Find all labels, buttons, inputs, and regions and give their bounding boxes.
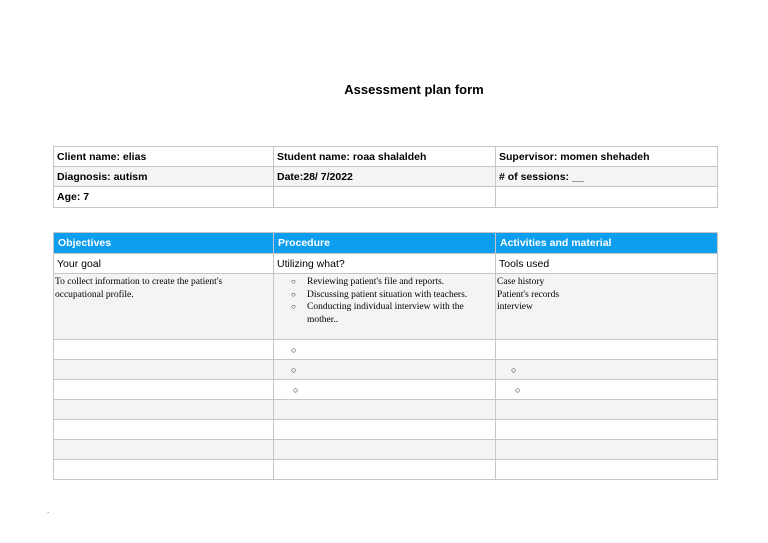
empty-cell (496, 187, 718, 208)
material-item: Case history (497, 277, 545, 287)
supervisor-cell: Supervisor: momen shehadeh (496, 147, 718, 167)
sessions-cell: # of sessions: __ (496, 167, 718, 187)
assessment-plan-table (53, 232, 718, 480)
empty-cell (54, 440, 274, 460)
bullet-cell (496, 380, 718, 400)
procedure-list-cell (274, 274, 496, 340)
empty-cell (54, 420, 274, 440)
footer-mark: . (47, 506, 50, 515)
diagnosis-cell: Diagnosis: autism (54, 167, 274, 187)
your-goal-label: Your goal (54, 254, 274, 274)
empty-cell (274, 440, 496, 460)
objective-text: To collect information to create the patient's occupational profile. (54, 274, 274, 340)
procedure-item: ○ Reviewing patient's file and reports. (307, 276, 494, 289)
bullet-icon: ○ (293, 384, 299, 395)
bullet-icon: ○ (291, 364, 297, 375)
bullet-icon: ○ (291, 344, 297, 355)
age-cell: Age: 7 (54, 187, 274, 208)
objectives-header: Objectives (54, 233, 274, 254)
empty-cell (496, 460, 718, 480)
activities-header: Activities and material (496, 233, 718, 254)
empty-cell (274, 400, 496, 420)
empty-cell (54, 400, 274, 420)
student-name-cell: Student name: roaa shalaldeh (274, 147, 496, 167)
date-cell: Date:28/ 7/2022 (274, 167, 496, 187)
empty-cell (54, 340, 274, 360)
material-item: interview (497, 302, 533, 312)
bullet-cell (274, 380, 496, 400)
empty-cell (274, 420, 496, 440)
procedure-item: ○ Discussing patient situation with teachers. (307, 289, 494, 302)
form-title: Assessment plan form (344, 82, 484, 97)
bullet-cell (496, 360, 718, 380)
procedure-item: ○ Conducting individual interview with the mother.. (307, 301, 494, 326)
material-item: Patient's records (497, 289, 560, 300)
empty-cell (496, 420, 718, 440)
materials-cell (496, 274, 718, 340)
procedure-list (275, 276, 494, 326)
utilizing-label: Utilizing what? (274, 254, 496, 274)
empty-cell (54, 380, 274, 400)
bullet-cell (274, 360, 496, 380)
tools-used-label: Tools used (496, 254, 718, 274)
bullet-icon: ○ (511, 364, 517, 375)
empty-cell (496, 340, 718, 360)
client-info-table (53, 146, 718, 208)
procedure-header: Procedure (274, 233, 496, 254)
empty-cell (274, 460, 496, 480)
empty-cell (54, 460, 274, 480)
bullet-cell (274, 340, 496, 360)
empty-cell (54, 360, 274, 380)
empty-cell (496, 440, 718, 460)
empty-cell (274, 187, 496, 208)
empty-cell (496, 400, 718, 420)
bullet-icon: ○ (515, 384, 521, 395)
client-name-cell: Client name: elias (54, 147, 274, 167)
